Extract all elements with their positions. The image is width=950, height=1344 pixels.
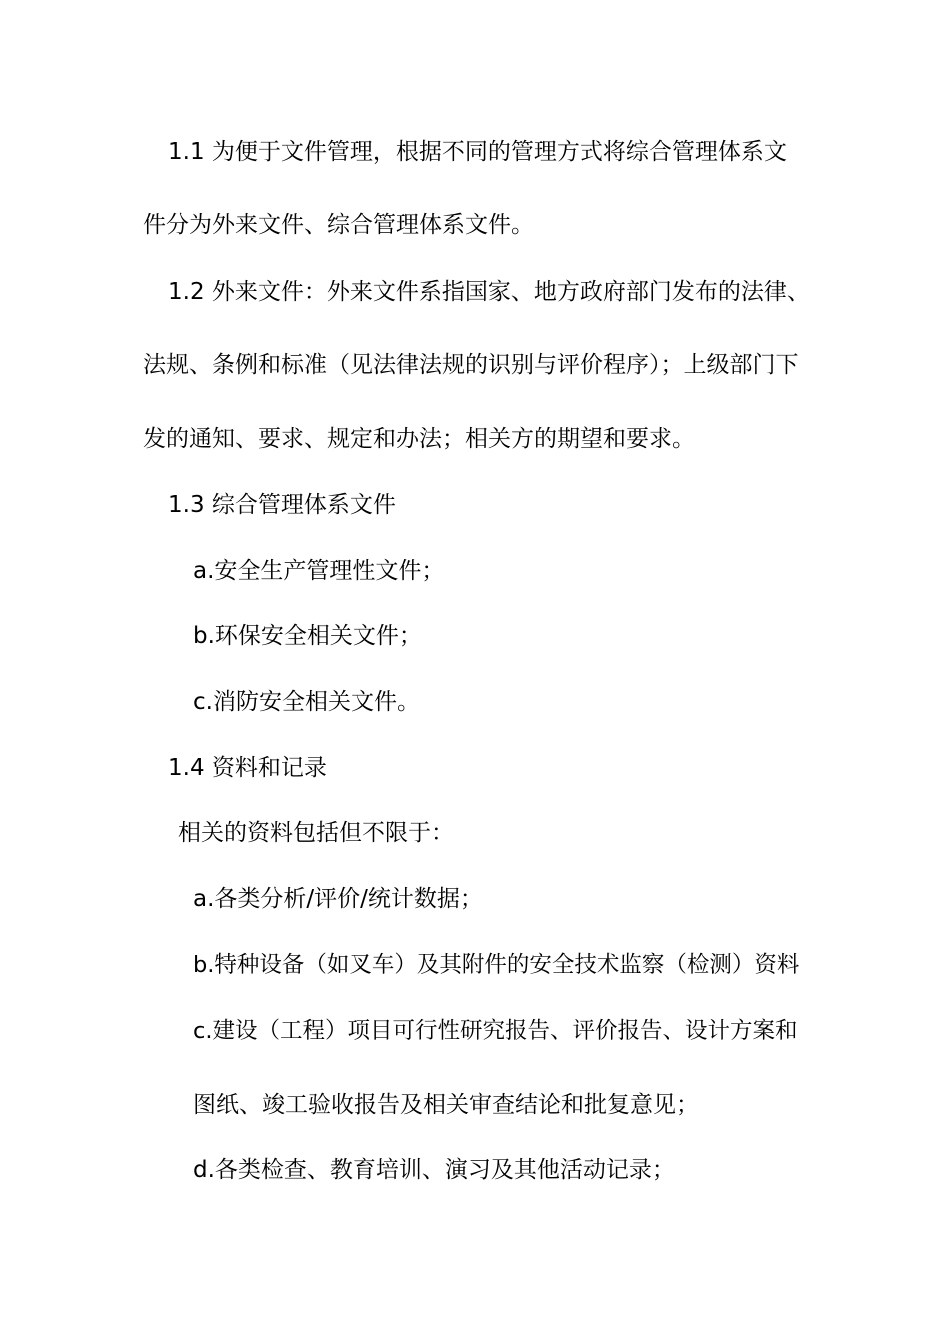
section-1-3-item-b: b.环保安全相关文件； [193,623,422,649]
section-1-4-intro: 相关的资料包括但不限于： [178,820,454,846]
section-1-4-heading: 1.4 资料和记录 [168,755,327,781]
section-1-2-line-2: 法规、条例和标准（见法律法规的识别与评价程序）；上级部门下 [143,352,799,378]
section-1-4-item-a: a.各类分析/评价/统计数据； [193,886,483,912]
section-1-4-item-b: b.特种设备（如叉车）及其附件的安全技术监察（检测）资料 [193,952,800,978]
section-1-4-item-d: d.各类检查、教育培训、演习及其他活动记录； [193,1157,675,1183]
section-1-1-line-2: 件分为外来文件、综合管理体系文件。 [143,212,534,238]
section-1-3-heading: 1.3 综合管理体系文件 [168,492,396,518]
section-1-3-item-c: c.消防安全相关文件。 [193,689,420,715]
section-1-4-item-c: c.建设（工程）项目可行性研究报告、评价报告、设计方案和 [193,1018,798,1044]
section-1-4-item-c-cont: 图纸、竣工验收报告及相关审查结论和批复意见； [193,1092,699,1118]
section-1-2-line-1: 1.2 外来文件：外来文件系指国家、地方政府部门发布的法律、 [168,279,810,305]
section-1-1-line-1: 1.1 为便于文件管理，根据不同的管理方式将综合管理体系文 [168,139,787,165]
section-1-3-item-a: a.安全生产管理性文件； [193,558,445,584]
section-1-2-line-3: 发的通知、要求、规定和办法；相关方的期望和要求。 [143,426,695,452]
